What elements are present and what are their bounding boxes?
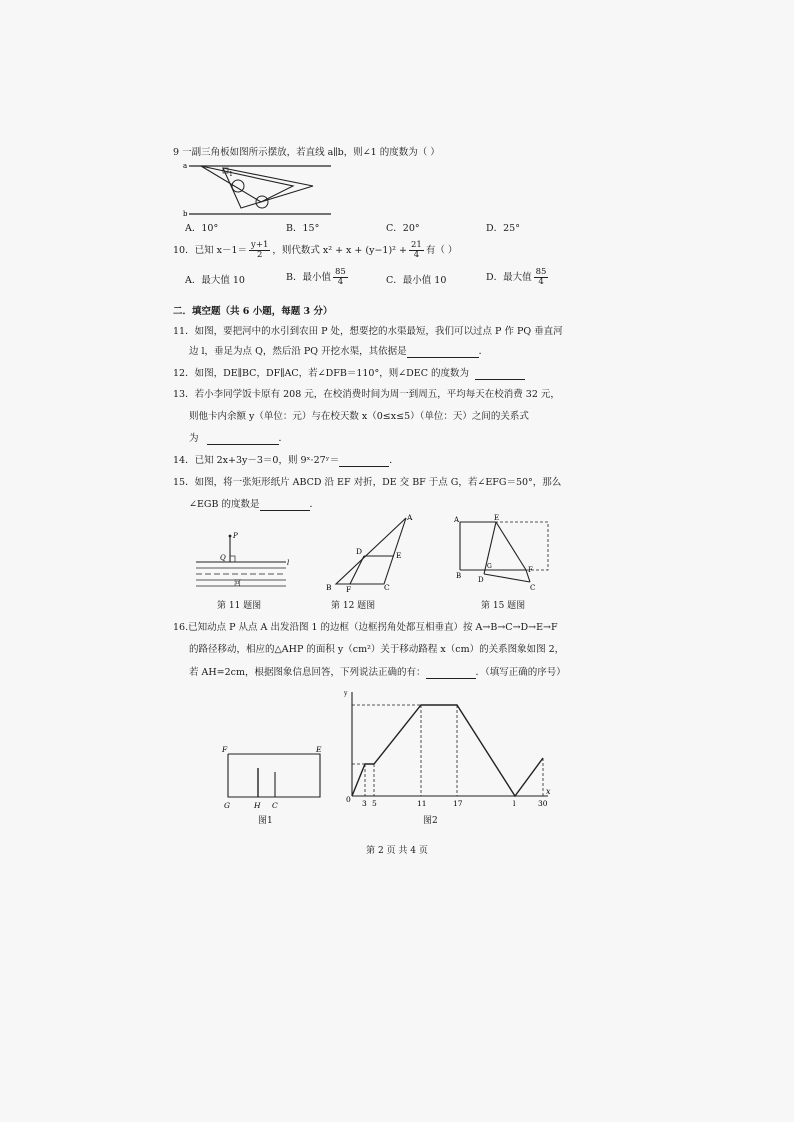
q16-fig1-label-e: E (316, 745, 322, 754)
q9-option-d: D．25° (486, 223, 520, 234)
fig12-label-b: B (326, 583, 332, 592)
q13-line3 (189, 433, 288, 445)
q16-line3 (189, 667, 566, 679)
q10-stem (173, 241, 457, 261)
q10-frac1-den: 2 (256, 250, 263, 260)
q16-fig1 (220, 742, 330, 812)
q16-line3-pre: 若 AH=2cm，根据图象信息回答，下列说法正确的有： (189, 667, 426, 678)
q10-option-b-pre: B．最小值 (286, 272, 331, 283)
q10-option-b-num: 85 (334, 267, 346, 277)
q10-option-d-den: 4 (538, 277, 544, 287)
fig11-label-river: 河 (234, 579, 241, 587)
q12-stem: 12．如图，DE∥BC，DF∥AC，若∠DFB＝110°，则∠DEC 的度数为 (173, 368, 470, 379)
q10-frac2 (409, 241, 424, 260)
q10-option-c: C．最小值 10 (386, 275, 447, 286)
q9-option-b: B．15° (286, 223, 320, 234)
q16-fig1-label-g: G (224, 801, 230, 810)
q10-stem-pre: 10．已知 x－1＝ (173, 245, 248, 256)
q15-line2-pre: ∠EGB 的度数是 (189, 499, 260, 510)
q10-frac1-num: y+1 (251, 240, 269, 250)
q11-answer-blank[interactable] (407, 347, 479, 358)
q13-line2: 则他卡内余额 y（单位：元）与在校天数 x（0≤x≤5）（单位：天）之间的关系式 (189, 411, 529, 422)
q16-line3-post: ．（填写正确的序号） (475, 667, 566, 678)
fig15-label-b: B (456, 572, 462, 580)
page-footer: 第 2 页 共 4 页 (366, 846, 428, 856)
fig15-caption: 第 15 题图 (481, 601, 526, 611)
q13-line3-post: ． (278, 433, 289, 444)
q16-fig2-tick-30: 30 (538, 799, 548, 808)
q16-fig2-axis-x: x (546, 787, 551, 796)
q14-post: ． (389, 455, 399, 466)
q9-label-a: a (183, 162, 188, 170)
q9-option-c: C．20° (386, 223, 420, 234)
q13-line1: 13．若小李同学饭卡原有 208 元，在校消费时间为周一到周五，平均每天在校消费 32 元， (173, 389, 560, 400)
q16-fig1-label-h: H (254, 801, 261, 810)
fig15-label-f: F (528, 566, 533, 574)
q16-fig2-caption: 图2 (423, 816, 438, 826)
q16-line2: 的路径移动，相应的△AHP 的面积 y（cm²）关于移动路程 x（cm）的关系图象如图 2， (189, 644, 565, 655)
q16-fig1-caption: 图1 (258, 816, 273, 826)
q10-option-b-den: 4 (337, 277, 344, 287)
q13-line3-pre: 为 (189, 433, 199, 444)
fig11-caption: 第 11 题图 (217, 601, 262, 611)
q13-answer-blank[interactable] (207, 434, 279, 445)
fig12-label-e: E (396, 551, 402, 560)
q14-answer-blank[interactable] (339, 456, 389, 467)
fig11-label-p: P (233, 532, 238, 540)
fig11 (194, 528, 294, 594)
q15-line2-post: ． (309, 499, 320, 510)
q16-fig2-tick-11: 11 (417, 799, 427, 808)
q16-fig2-tick-5: 5 (372, 799, 377, 808)
q10-option-d-num: 85 (535, 267, 547, 277)
q16-fig2 (340, 688, 555, 812)
q16-answer-blank[interactable] (426, 668, 476, 679)
q9-stem: 9 一副三角板如图所示摆放，若直线 a∥b，则∠1 的度数为（ ） (173, 147, 440, 158)
q10-frac1 (249, 241, 270, 260)
q12-text (173, 368, 525, 380)
q16-fig1-label-f: F (222, 745, 228, 754)
q10-stem-mid: ，则代数式 x² + x + (y−1)² + (272, 245, 407, 256)
q10-option-d-pre: D．最大值 (486, 272, 532, 283)
q14-text (173, 455, 399, 467)
q10-option-d (486, 268, 550, 288)
q9-label-b: b (183, 210, 188, 218)
fig15 (454, 512, 554, 594)
fig15-label-g: G (487, 563, 492, 570)
fig15-label-c: C (530, 584, 536, 592)
q11-line2-pre: 边 l，垂足为点 Q，然后沿 PQ 开挖水渠，其依据是 (189, 346, 407, 357)
q16-fig2-axis-y: y (344, 690, 348, 697)
fig12-label-c: C (384, 583, 390, 592)
q16-line1: 16.已知动点 P 从点 A 出发沿图 1 的边框（边框拐角处都互相垂直）按 A→B→C→D→E→F (173, 622, 558, 633)
q16-fig2-tick-l: l (513, 799, 516, 808)
section2-heading: 二．填空题（共 6 小题，每题 3 分） (173, 306, 333, 317)
q16-fig2-origin: 0 (346, 795, 351, 804)
q14-pre: 14．已知 2x+3y－3＝0，则 9ˣ·27ʸ＝ (173, 455, 340, 466)
q10-frac2-den: 4 (413, 250, 420, 260)
fig12-label-a: A (407, 513, 413, 522)
q9-label-one: 1 (229, 171, 233, 178)
fig12-caption: 第 12 题图 (331, 601, 376, 611)
fig12-label-d: D (356, 547, 363, 556)
q15-answer-blank[interactable] (260, 500, 310, 511)
q10-option-b-frac (333, 268, 348, 287)
fig11-label-q: Q (220, 554, 226, 562)
q9-figure (183, 158, 333, 220)
fig15-label-a: A (454, 516, 460, 524)
fig11-label-l: l (287, 559, 290, 567)
q16-fig2-tick-3: 3 (362, 799, 367, 808)
q15-line1: 15．如图，将一张矩形纸片 ABCD 沿 EF 对折，DE 交 BF 于点 G，若∠EFG＝50°，那么 (173, 477, 562, 488)
q11-line1: 11．如图，要把河中的水引到农田 P 处，想要挖的水渠最短，我们可以过点 P 作 PQ 垂直河 (173, 326, 563, 337)
q15-line2 (189, 499, 319, 511)
q16-fig2-tick-17: 17 (453, 799, 463, 808)
q9-option-a: A．10° (185, 223, 219, 234)
q11-line2 (189, 346, 488, 358)
q10-option-d-frac (534, 268, 549, 287)
q10-frac2-num: 21 (410, 240, 422, 250)
q11-line2-post: ． (478, 346, 489, 357)
q10-stem-post: 有（ ） (425, 245, 458, 256)
q10-option-b (286, 268, 350, 288)
fig12-label-f: F (346, 585, 352, 594)
q16-fig1-label-c: C (272, 801, 278, 810)
fig15-label-e: E (494, 514, 500, 522)
q12-answer-blank[interactable] (475, 369, 525, 380)
q10-option-a: A．最大值 10 (185, 275, 245, 286)
fig12 (320, 512, 420, 594)
fig15-label-d: D (478, 576, 484, 584)
